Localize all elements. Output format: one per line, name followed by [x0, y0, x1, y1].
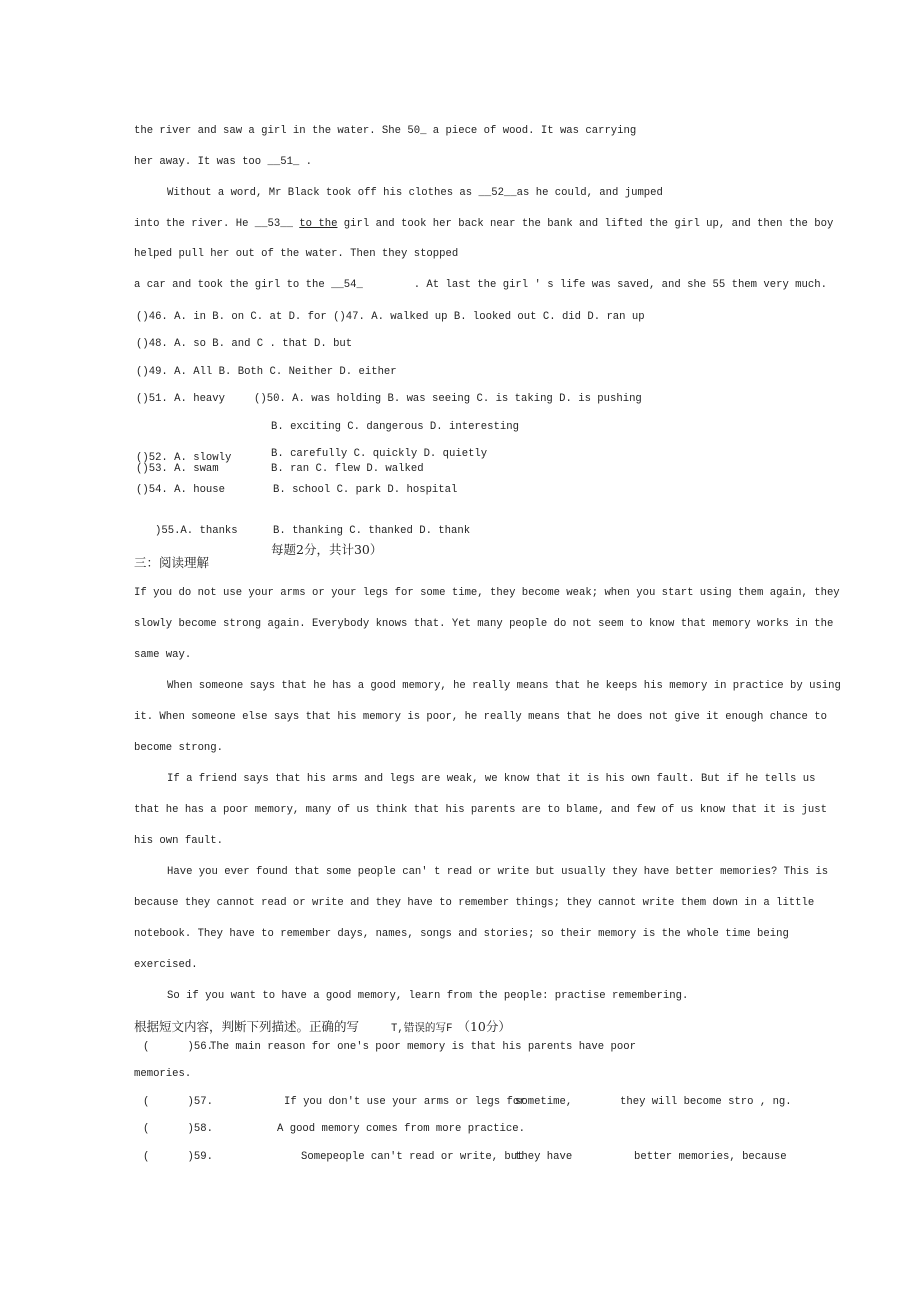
- reading-p1-line2: slowly become strong again. Everybody knows that. Yet many people do not seem to know that memory works in the: [134, 618, 834, 630]
- reading-p4-line3: notebook. They have to remember days, names, songs and stories; so their memory is the whole time being: [134, 928, 789, 940]
- tf-q56-continued: memories.: [134, 1068, 192, 1080]
- cloze-line-4: [134, 218, 833, 231]
- reading-p1-line1: If you do not use your arms or your legs for some time, they become weak; when you start using them again, they: [134, 587, 840, 599]
- option-q53: ()53. A. swam: [136, 463, 219, 475]
- reading-p2-line1: When someone says that he has a good memory, he really means that he keeps his memory in practice by using: [167, 680, 841, 692]
- reading-p2-line3: become strong.: [134, 742, 224, 754]
- tf-q59-part2: they have: [515, 1151, 573, 1163]
- tf-instruction-tf: T,错误的写F: [391, 1023, 453, 1035]
- reading-p3-line1: If a friend says that his arms and legs are weak, we know that it is his own fault. But if he tells us: [167, 773, 816, 785]
- option-q52: ()52. A. slowly: [136, 452, 232, 464]
- tf-q59-paren: ( )59.: [143, 1151, 213, 1163]
- tf-q58-paren: ( )58.: [143, 1123, 213, 1135]
- cloze-line-3: Without a word, Mr Black took off his clothes as __52__as he could, and jumped: [167, 187, 663, 199]
- reading-p4-line1: Have you ever found that some people can' t read or write but usually they have better memories? This is: [167, 866, 829, 878]
- reading-p4-line4: exercised.: [134, 959, 198, 971]
- cloze-line-4-end: girl and took her back near the bank and lifted the girl up, and then the boy: [337, 218, 834, 230]
- tf-q58-text: A good memory comes from more practice.: [277, 1123, 525, 1135]
- tf-q57-paren: ( )57.: [143, 1096, 213, 1108]
- option-q55-rest: B. thanking C. thanked D. thank: [273, 525, 471, 537]
- tf-instruction-score: （10分）: [457, 1019, 511, 1034]
- reading-p3-line3: his own fault.: [134, 835, 224, 847]
- option-q49: ()49. A. All B. Both C. Neither D. either: [136, 366, 397, 378]
- tf-q59-part3: better memories, because: [634, 1151, 787, 1163]
- option-q53-rest: B. ran C. flew D. walked: [271, 463, 424, 475]
- cloze-line-5: helped pull her out of the water. Then they stopped: [134, 248, 459, 260]
- tf-q56-text: The main reason for one's poor memory is that his parents have poor: [210, 1041, 636, 1053]
- reading-p2-line2: it. When someone else says that his memory is poor, he really means that he does not give it enough chance to: [134, 711, 827, 723]
- cloze-line-2: her away. It was too __51_ .: [134, 156, 313, 168]
- option-q46-47: ()46. A. in B. on C. at D. for ()47. A. walked up B. looked out C. did D. ran up: [136, 311, 645, 323]
- option-q54-rest: B. school C. park D. hospital: [273, 484, 458, 496]
- cloze-underlined-text: to the: [299, 218, 338, 230]
- section-heading: 三：阅读理解: [134, 555, 210, 570]
- tf-q57-part3: they will become stro , ng.: [620, 1096, 792, 1108]
- cloze-line-4-start: into the river. He __53__: [134, 218, 300, 230]
- cloze-line-6: a car and took the girl to the __54_ . At last the girl ' s life was saved, and she 55 them very much.: [134, 279, 827, 291]
- option-q52-rest: B. carefully C. quickly D. quietly: [271, 448, 488, 460]
- reading-p3-line2: that he has a poor memory, many of us think that his parents are to blame, and few of us know that it is just: [134, 804, 827, 816]
- tf-q59-part1: Somepeople can't read or write, but: [301, 1151, 524, 1163]
- tf-q57-part1: If you don't use your arms or legs for: [284, 1096, 526, 1108]
- tf-instruction-main: 根据短文内容，判断下列描述。正确的写: [134, 1019, 360, 1034]
- option-q51-rest: B. exciting C. dangerous D. interesting: [271, 421, 519, 433]
- option-q51: ()51. A. heavy: [136, 393, 226, 405]
- reading-p4-line2: because they cannot read or write and they have to remember things; they cannot write them down in a little: [134, 897, 815, 909]
- score-note: 每题2分，共计30）: [271, 542, 383, 557]
- reading-p5-line1: So if you want to have a good memory, learn from the people: practise remembering.: [167, 990, 689, 1002]
- option-q48: ()48. A. so B. and C . that D. but: [136, 338, 353, 350]
- option-q54: ()54. A. house: [136, 484, 226, 496]
- option-q50: ()50. A. was holding B. was seeing C. is taking D. is pushing: [254, 393, 642, 405]
- cloze-line-1: the river and saw a girl in the water. She 50_ a piece of wood. It was carrying: [134, 125, 637, 137]
- tf-q56-paren: ( )56.: [143, 1041, 213, 1053]
- option-q55: )55.A. thanks: [155, 525, 238, 537]
- tf-instruction: [134, 1019, 511, 1037]
- reading-p1-line3: same way.: [134, 649, 192, 661]
- tf-q57-part2: sometime,: [515, 1096, 573, 1108]
